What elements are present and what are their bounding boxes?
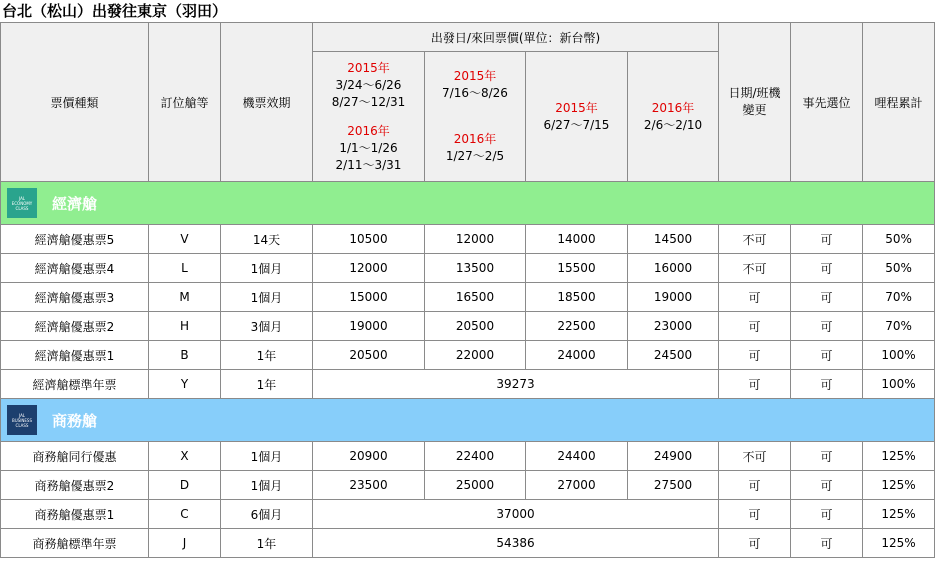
- fare-price: 14500: [628, 225, 719, 254]
- fare-price: 12000: [313, 254, 425, 283]
- table-row: [1, 312, 935, 341]
- fare-mileage: 125%: [863, 500, 935, 529]
- fare-validity: 1個月: [221, 471, 313, 500]
- table-row: [1, 225, 935, 254]
- section-label: 商務艙: [52, 411, 98, 430]
- table-row: [1, 500, 935, 529]
- section-economy: [1, 182, 935, 225]
- fare-price-flat: 39273: [313, 370, 719, 399]
- fare-price: 20500: [425, 312, 526, 341]
- fare-code: M: [149, 283, 221, 312]
- fare-code: H: [149, 312, 221, 341]
- fare-code: Y: [149, 370, 221, 399]
- logo-text: CLASS: [15, 205, 29, 211]
- period-year: 2016年: [453, 132, 497, 146]
- table-row: [1, 471, 935, 500]
- fare-validity: 1年: [221, 370, 313, 399]
- section-business-cell: [1, 399, 935, 442]
- fare-change: 不可: [719, 254, 791, 283]
- section-economy-cell: [1, 182, 935, 225]
- fare-price-flat: 54386: [313, 529, 719, 558]
- period-range: 8/27～12/31: [331, 94, 406, 109]
- logo-text: BUSINESS: [12, 417, 32, 423]
- period-range: 3/24～6/26: [335, 77, 402, 92]
- header-change: [719, 23, 791, 182]
- fare-change: 不可: [719, 225, 791, 254]
- fare-price: 24900: [628, 442, 719, 471]
- fare-name: 經濟艙優惠票3: [1, 283, 149, 312]
- fare-price: 16500: [425, 283, 526, 312]
- header-period-2: [425, 52, 526, 182]
- header-period-1: [313, 52, 425, 182]
- fare-validity: 1年: [221, 529, 313, 558]
- fare-name: 經濟艙優惠票4: [1, 254, 149, 283]
- logo-text: JAL: [18, 195, 26, 201]
- fare-price: 20500: [313, 341, 425, 370]
- fare-code: B: [149, 341, 221, 370]
- table-row: [1, 283, 935, 312]
- period-year: 2015年: [453, 69, 497, 83]
- fare-code: J: [149, 529, 221, 558]
- fare-price: 15500: [526, 254, 628, 283]
- period-range: 1/1～1/26: [339, 140, 398, 155]
- fare-price-flat: 37000: [313, 500, 719, 529]
- fare-validity: 14天: [221, 225, 313, 254]
- fare-code: C: [149, 500, 221, 529]
- logo-text: JAL: [18, 412, 26, 418]
- period-range: 2/6～2/10: [643, 117, 703, 132]
- fare-mileage: 100%: [863, 370, 935, 399]
- header-mileage: 哩程累計: [863, 23, 935, 182]
- fare-mileage: 50%: [863, 254, 935, 283]
- fare-price: 22000: [425, 341, 526, 370]
- fare-mileage: 70%: [863, 312, 935, 341]
- fare-change: 可: [719, 341, 791, 370]
- fare-price: 14000: [526, 225, 628, 254]
- fare-change: 可: [719, 500, 791, 529]
- header-fare-type: 票價種類: [1, 23, 149, 182]
- fare-price: 15000: [313, 283, 425, 312]
- fare-price: 22400: [425, 442, 526, 471]
- fare-seat: 可: [791, 442, 863, 471]
- fare-price: 20900: [313, 442, 425, 471]
- table-row: [1, 529, 935, 558]
- fare-price: 25000: [425, 471, 526, 500]
- fare-name: 經濟艙優惠票1: [1, 341, 149, 370]
- page-title: 台北（松山）出發往東京（羽田）: [2, 2, 228, 20]
- fare-mileage: 70%: [863, 283, 935, 312]
- fare-seat: 可: [791, 471, 863, 500]
- fare-price: 10500: [313, 225, 425, 254]
- fare-price: 12000: [425, 225, 526, 254]
- table-row: [1, 341, 935, 370]
- fare-price: 24000: [526, 341, 628, 370]
- period-range: 6/27～7/15: [543, 117, 610, 132]
- logo-text: ECONOMY: [11, 200, 33, 206]
- fare-mileage: 125%: [863, 529, 935, 558]
- fare-validity: 6個月: [221, 500, 313, 529]
- fare-price: 27000: [526, 471, 628, 500]
- period-year: 2016年: [347, 123, 390, 138]
- fare-name: 商務艙優惠票1: [1, 500, 149, 529]
- period-range: 7/16～8/26: [442, 86, 508, 100]
- fare-seat: 可: [791, 283, 863, 312]
- period-year: 2016年: [651, 100, 695, 115]
- fare-seat: 可: [791, 312, 863, 341]
- fare-code: L: [149, 254, 221, 283]
- fare-price: 19000: [628, 283, 719, 312]
- business-class-logo: [7, 405, 37, 435]
- fare-seat: 可: [791, 370, 863, 399]
- table-row: [1, 254, 935, 283]
- fare-price: 22500: [526, 312, 628, 341]
- fare-validity: 1個月: [221, 442, 313, 471]
- period-year: 2015年: [347, 60, 390, 75]
- fare-price: 24500: [628, 341, 719, 370]
- fare-price: 13500: [425, 254, 526, 283]
- fare-price: 24400: [526, 442, 628, 471]
- fare-code: D: [149, 471, 221, 500]
- logo-text: CLASS: [15, 422, 29, 428]
- table-row: [1, 442, 935, 471]
- economy-class-logo: [7, 188, 37, 218]
- table-row: [1, 370, 935, 399]
- fare-name: 商務艙優惠票2: [1, 471, 149, 500]
- fare-name: 經濟艙優惠票5: [1, 225, 149, 254]
- fare-seat: 可: [791, 225, 863, 254]
- fare-price: 27500: [628, 471, 719, 500]
- fare-change: 可: [719, 312, 791, 341]
- fare-mileage: 50%: [863, 225, 935, 254]
- period-year: 2015年: [555, 100, 598, 115]
- period-range: 1/27～2/5: [445, 149, 505, 163]
- fare-mileage: 125%: [863, 442, 935, 471]
- header-seat-select: 事先選位: [791, 23, 863, 182]
- fare-change: 可: [719, 370, 791, 399]
- fare-seat: 可: [791, 341, 863, 370]
- fare-change: 可: [719, 471, 791, 500]
- fare-seat: 可: [791, 254, 863, 283]
- fare-name: 商務艙同行優惠: [1, 442, 149, 471]
- fare-validity: 1個月: [221, 254, 313, 283]
- section-label: 經濟艙: [52, 194, 98, 213]
- fare-validity: 1年: [221, 341, 313, 370]
- header-validity: 機票效期: [221, 23, 313, 182]
- fare-mileage: 100%: [863, 341, 935, 370]
- fare-validity: 3個月: [221, 312, 313, 341]
- fare-table: [0, 22, 935, 558]
- fare-price: 18500: [526, 283, 628, 312]
- fare-price: 23500: [313, 471, 425, 500]
- header-change-label: 日期/班機變更: [728, 86, 781, 117]
- fare-code: X: [149, 442, 221, 471]
- header-period-3: [526, 52, 628, 182]
- fare-seat: 可: [791, 529, 863, 558]
- fare-name: 商務艙標準年票: [1, 529, 149, 558]
- fare-price: 19000: [313, 312, 425, 341]
- fare-mileage: 125%: [863, 471, 935, 500]
- fare-seat: 可: [791, 500, 863, 529]
- fare-price: 16000: [628, 254, 719, 283]
- fare-code: V: [149, 225, 221, 254]
- fare-name: 經濟艙優惠票2: [1, 312, 149, 341]
- fare-name: 經濟艙標準年票: [1, 370, 149, 399]
- section-business: [1, 399, 935, 442]
- fare-change: 可: [719, 529, 791, 558]
- header-booking-class: 訂位艙等: [149, 23, 221, 182]
- period-range: 2/11～3/31: [335, 157, 402, 172]
- header-period-4: [628, 52, 719, 182]
- fare-change: 不可: [719, 442, 791, 471]
- fare-validity: 1個月: [221, 283, 313, 312]
- fare-price: 23000: [628, 312, 719, 341]
- fare-change: 可: [719, 283, 791, 312]
- header-price-group: 出發日/來回票價(單位：新台幣): [313, 23, 719, 52]
